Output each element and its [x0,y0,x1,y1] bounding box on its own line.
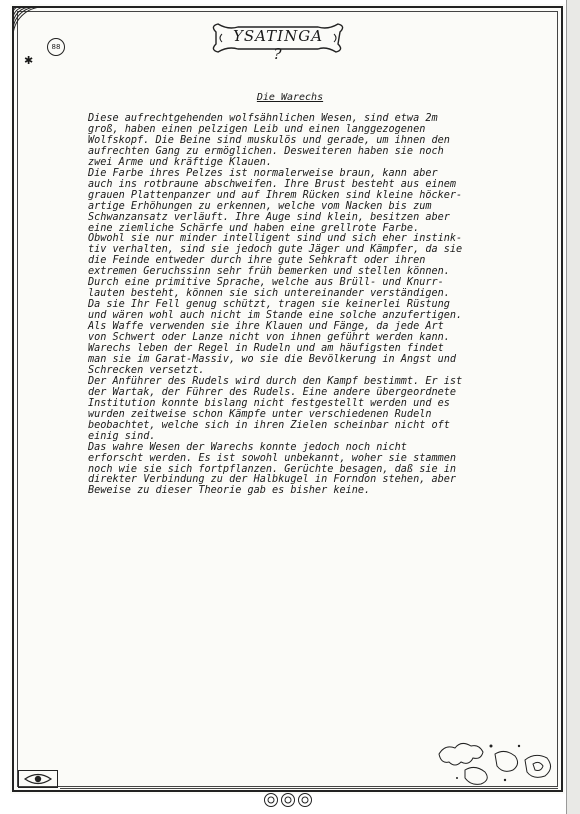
body-line: Obwohl sie nur minder intelligent sind und sich eher instink- [88,233,463,245]
body-line: die Feinde entweder durch ihre gute Sehkraft oder ihren [88,255,426,267]
logo-text: YSATINGA ? [232,27,324,63]
body-line: tiv verhalten, sind sie jedoch gute Jäger und Kämpfer, da sie [88,244,463,256]
corner-ornament-icon [13,7,47,41]
body-line: wurden zeitweise schon Kämpfe unter verschiedenen Rudeln [88,408,432,420]
body-line: Schwanzansatz verläuft. Ihre Auge sind klein, besitzen aber [88,211,450,223]
body-line: Das wahre Wesen der Warechs konnte jedoch noch nicht [88,441,407,453]
body-line: eine ziemliche Schärfe und haben eine grellrote Farbe. [88,222,420,234]
body-line: noch wie sie sich fortpflanzen. Gerüchte besagen, daß sie in [88,463,457,475]
eye-icon [24,773,52,785]
body-line: der Wartak, der Führer des Rudels. Eine andere übergeordnete [88,386,457,398]
body-line: Durch eine primitive Sprache, welche aus Brüll- und Knurr- [88,277,444,289]
body-line: und wären wohl auch nicht im Stande eine solche anzufertigen. [88,310,463,322]
star-icon: ✱ [24,54,34,67]
body-line: direkter Verbindung zu der Halbkugel in Forndon stehen, aber [88,474,457,486]
body-line: man sie im Garat-Massiv, wo sie die Bevölkerung in Angst und [88,353,457,365]
body-line: erforscht werden. Es ist sowohl unbekannt, woher sie stammen [88,452,457,464]
body-line: Beweise zu dieser Theorie gab es bisher keine. [88,485,371,497]
body-line: Der Anführer des Rudels wird durch den Kampf bestimmt. Er ist [88,375,463,387]
body-line: Die Farbe ihres Pelzes ist normalerweise braun, kann aber [88,167,438,179]
body-line: Wolfskopf. Die Beine sind muskulös und gerade, um ihnen den [88,134,450,146]
body-line: Institution konnte bislang nicht festgestellt werden und es [88,397,450,409]
body-line: auch ins rotbraune abschweifen. Ihre Brust besteht aus einem [88,178,457,190]
page-number-badge: 88 [47,38,65,56]
body-line: Schrecken versetzt. [88,364,205,376]
eye-emblem [18,770,58,788]
adjacent-page-edge [566,0,580,814]
body-line: beobachtet, welche sich in ihren Zielen scheinbar nicht oft [88,419,450,431]
footer-rule [60,788,558,789]
body-line: grauen Plattenpanzer und auf Ihrem Rücken sind kleine höcker- [88,189,463,201]
article-body [88,114,516,497]
body-line: Da sie Ihr Fell genug schützt, tragen sie keinerlei Rüstung [88,299,450,311]
body-line: Als Waffe verwenden sie ihre Klauen und Fänge, da jede Art [88,321,444,333]
body-line: Warechs leben der Regel in Rudeln und am häufigsten findet [88,343,444,355]
footer-ornament-icon [262,792,314,808]
body-line: Diese aufrechtgehenden wolfsähnlichen Wesen, sind etwa 2m [88,113,438,124]
body-line: groß, haben einen pelzigen Leib und einen langgezogenen [88,123,426,135]
body-line: zwei Arme und kräftige Klauen. [88,156,273,168]
body-line: einig sind. [88,430,156,442]
article-title: Die Warechs [256,92,324,103]
body-line: artige Erhöhungen zu erkennen, welche vom Nacken bis zum [88,200,432,212]
body-line: aufrechten Gang zu ermöglichen. Desweiteren haben sie noch [88,145,444,157]
body-line: lauten besteht, können sie sich untereinander verständigen. [88,288,450,300]
map-illustration-icon [435,734,557,788]
body-line: von Schwert oder Lanze nicht von ihnen geführt werden kann. [88,332,450,344]
body-line: extremen Geruchssinn sehr früh bemerken und stellen können. [88,266,450,278]
